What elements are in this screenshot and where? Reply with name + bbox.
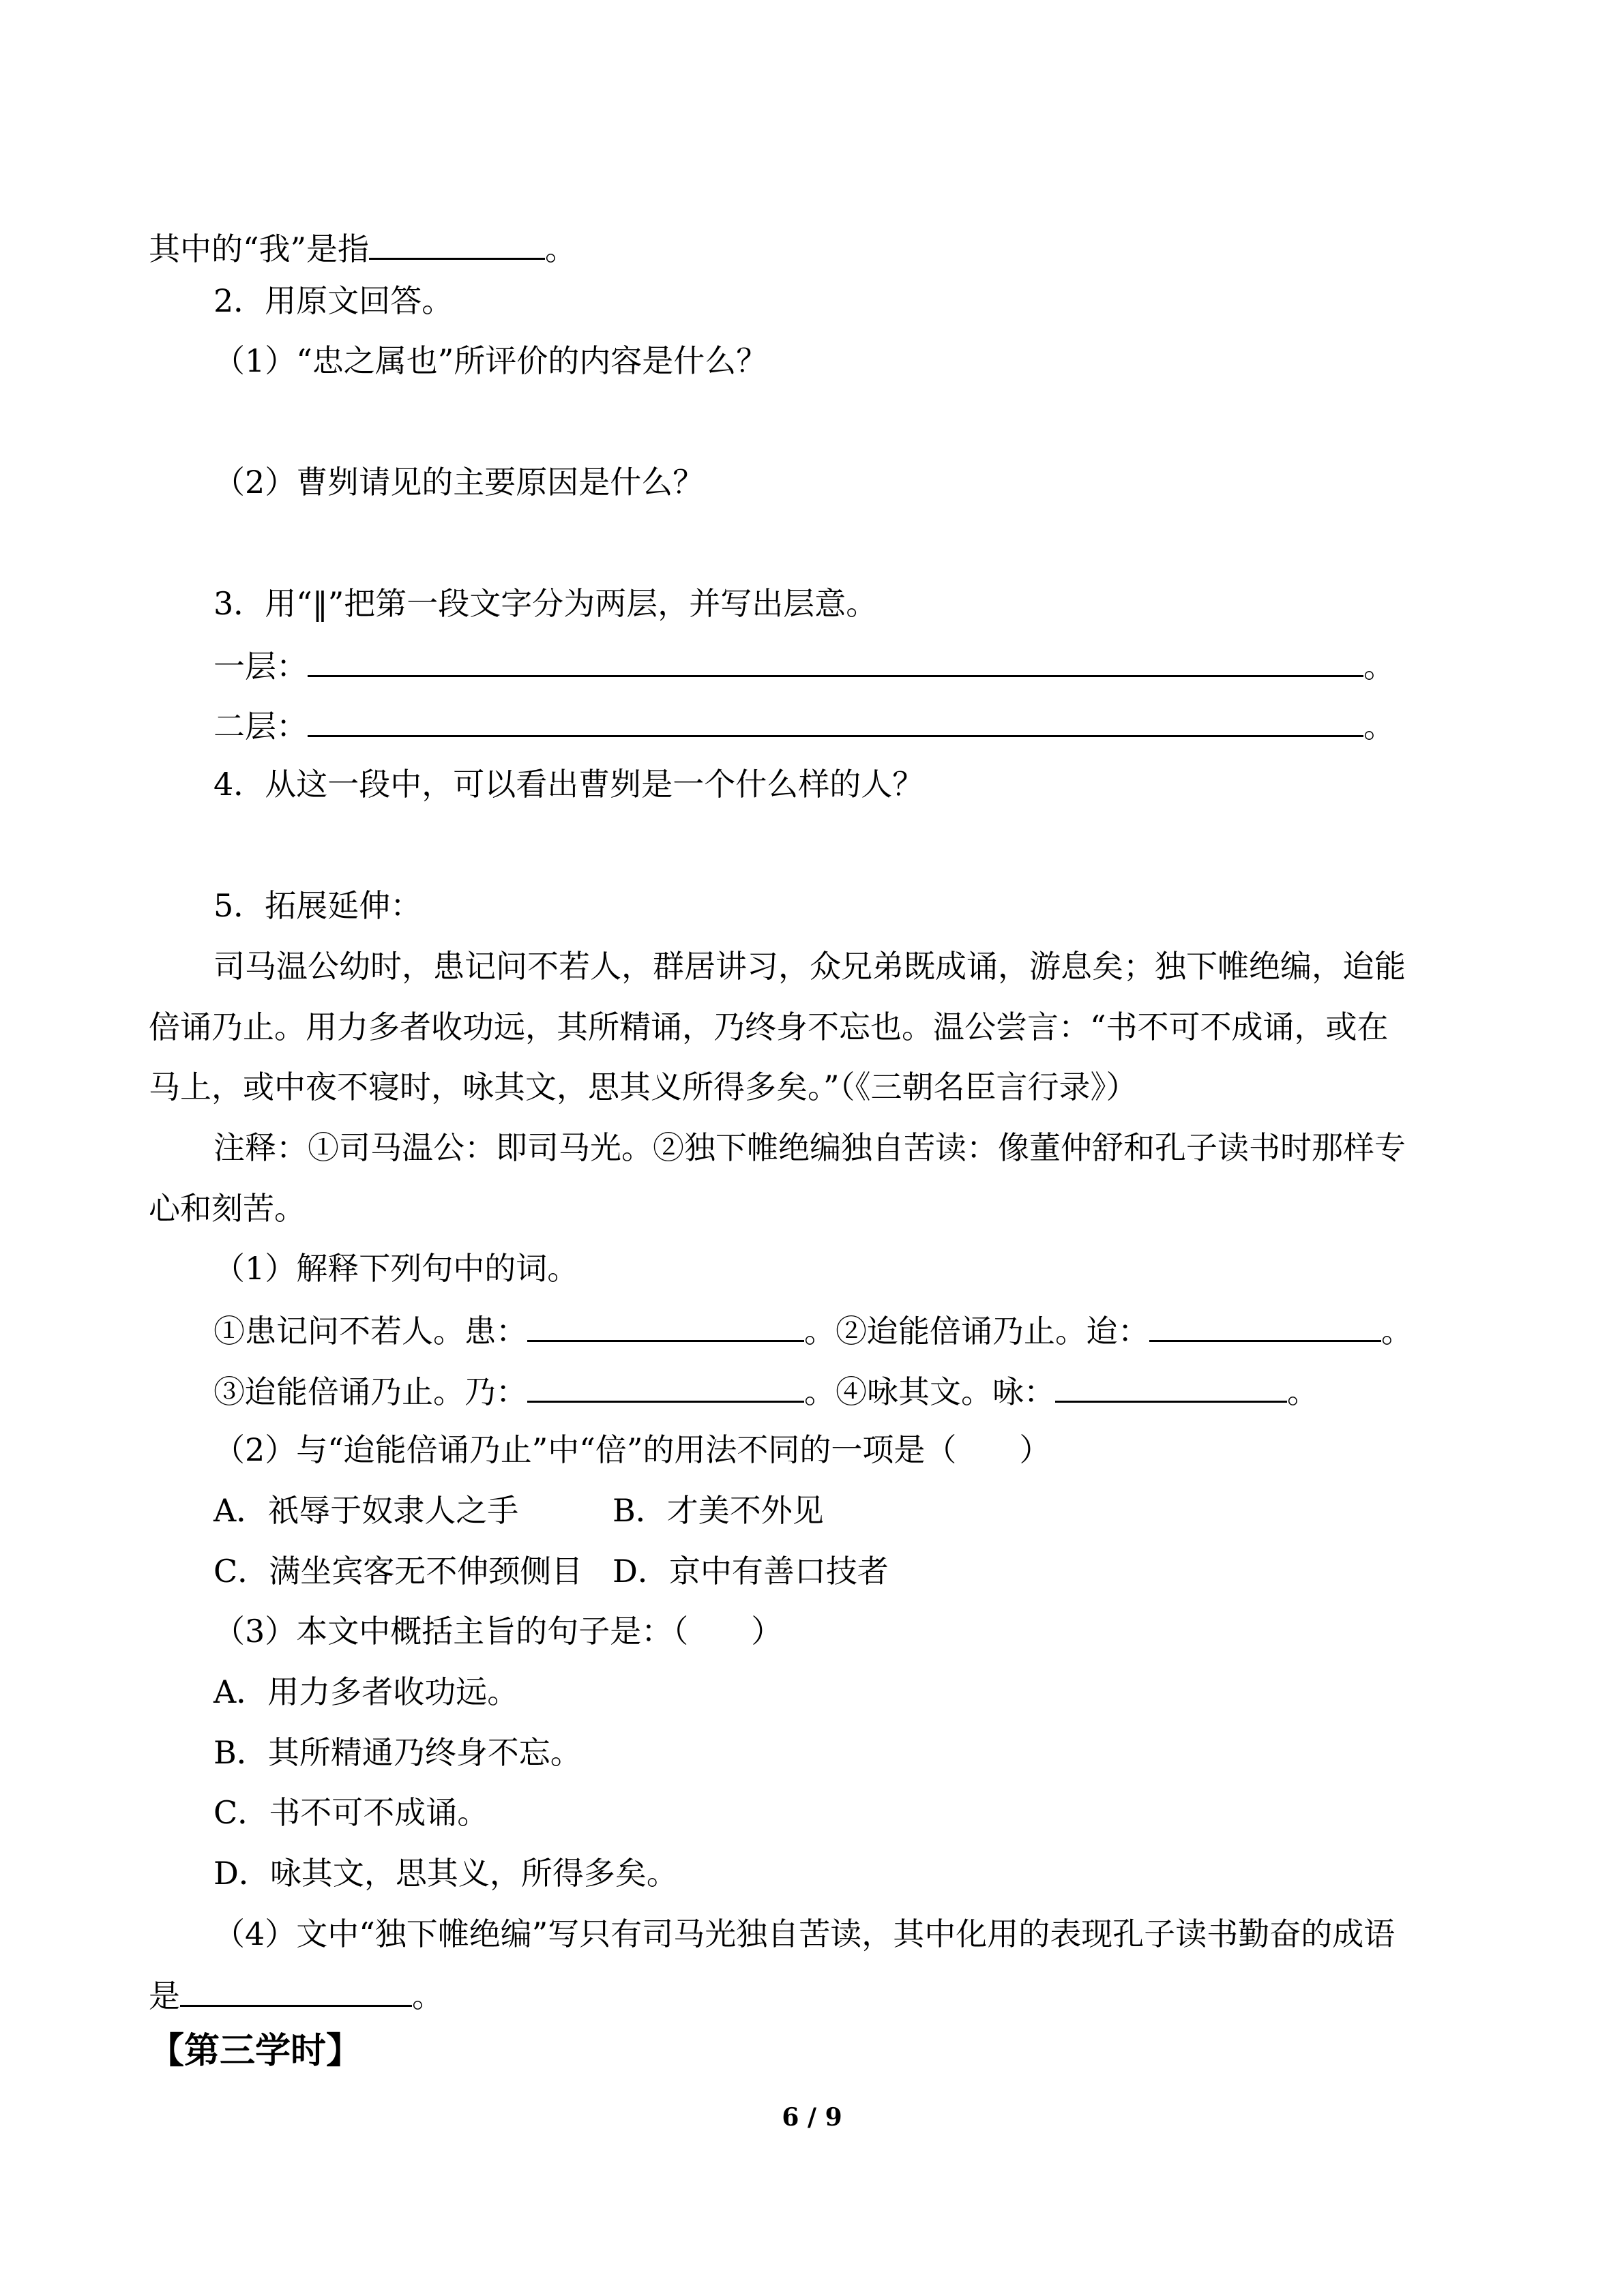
question-2-sub2: （2）曹刿请见的主要原因是什么？: [213, 464, 705, 501]
sub-question-1-title: （1）解释下列句中的词。: [213, 1250, 579, 1287]
question-text: 是: [149, 1978, 180, 2014]
answer-blank-nai[interactable]: [527, 1371, 804, 1403]
sub-question-4-line2: [149, 1975, 443, 2015]
sub-question-1-row1: [213, 1310, 1413, 1350]
item-text: 。④咏其文。咏：: [804, 1373, 1055, 1410]
question-2-title: 2．用原文回答。: [213, 282, 454, 319]
punctuation: 。: [1381, 1313, 1413, 1350]
option-c[interactable]: C．满坐宾客无不伸颈侧目: [213, 1553, 583, 1590]
option-c[interactable]: C．书不可不成诵。: [213, 1794, 489, 1831]
passage-line: 倍诵乃止。用力多者收功远，其所精诵，乃终身不忘也。温公尝言：“书不可不成诵，或在: [149, 1009, 1389, 1045]
answer-blank[interactable]: [369, 228, 545, 260]
item-text: ③迨能倍诵乃止。乃：: [213, 1373, 527, 1410]
section-heading: 【第三学时】: [149, 2030, 362, 2072]
page-number: 6 / 9: [782, 2103, 842, 2132]
layer-1-blank[interactable]: [308, 645, 1363, 677]
item-text: 。②迨能倍诵乃止。迨：: [804, 1313, 1149, 1350]
option-d[interactable]: D．京中有善口技者: [612, 1553, 889, 1590]
answer-blank-dai[interactable]: [1149, 1310, 1381, 1342]
punctuation: 。: [412, 1978, 443, 2014]
question-5-title: 5．拓展延伸：: [213, 887, 422, 924]
note-line: 心和刻苦。: [149, 1190, 306, 1227]
sub-question-3-title: （3）本文中概括主旨的句子是：（ ）: [213, 1613, 783, 1650]
question-4-title: 4．从这一段中，可以看出曹刿是一个什么样的人？: [213, 766, 924, 803]
passage-line: 司马温公幼时，患记问不若人，群居讲习，众兄弟既成诵，游息矣；独下帷绝编，迨能: [213, 948, 1406, 985]
sub-question-2-title: （2）与“迨能倍诵乃止”中“倍”的用法不同的一项是（ ）: [213, 1431, 1051, 1468]
punctuation: 。: [1363, 648, 1395, 685]
punctuation: 。: [1287, 1373, 1318, 1410]
question-text: 其中的“我”是指: [149, 230, 370, 267]
option-a[interactable]: A．祇辱于奴隶人之手: [213, 1492, 519, 1529]
passage-line: 马上，或中夜不寝时，咏其文，思其义所得多矣。”（《三朝名臣言行录》）: [149, 1069, 1138, 1105]
note-line: 注释：①司马温公：即司马光。②独下帷绝编独自苦读：像董仲舒和孔子读书时那样专: [213, 1129, 1406, 1166]
punctuation: 。: [545, 230, 577, 267]
sub-question-4-line1: （4）文中“独下帷绝编”写只有司马光独自苦读，其中化用的表现孔子读书勤奋的成语: [213, 1915, 1396, 1952]
answer-blank-huan[interactable]: [527, 1310, 804, 1342]
punctuation: 。: [1363, 708, 1395, 745]
answer-blank-yong[interactable]: [1055, 1371, 1287, 1403]
layer-1-label: 一层：: [213, 648, 308, 685]
layer-2-label: 二层：: [213, 708, 308, 745]
option-b[interactable]: B．才美不外见: [612, 1492, 824, 1529]
idiom-answer-blank[interactable]: [180, 1975, 412, 2007]
layer-1-line: [213, 645, 1395, 685]
option-d[interactable]: D．咏其文，思其义，所得多矣。: [213, 1855, 678, 1892]
question-3-title: 3．用“‖”把第一段文字分为两层，并写出层意。: [213, 585, 878, 622]
item-text: ①患记问不若人。患：: [213, 1313, 527, 1350]
layer-2-blank[interactable]: [308, 705, 1363, 737]
option-b[interactable]: B．其所精通乃终身不忘。: [213, 1734, 582, 1771]
sub-question-1-row2: [213, 1371, 1318, 1411]
answer-line-me: [149, 228, 576, 268]
option-a[interactable]: A．用力多者收功远。: [213, 1673, 519, 1710]
layer-2-line: [213, 705, 1395, 745]
question-2-sub1: （1）“忠之属也”所评价的内容是什么？: [213, 342, 768, 379]
